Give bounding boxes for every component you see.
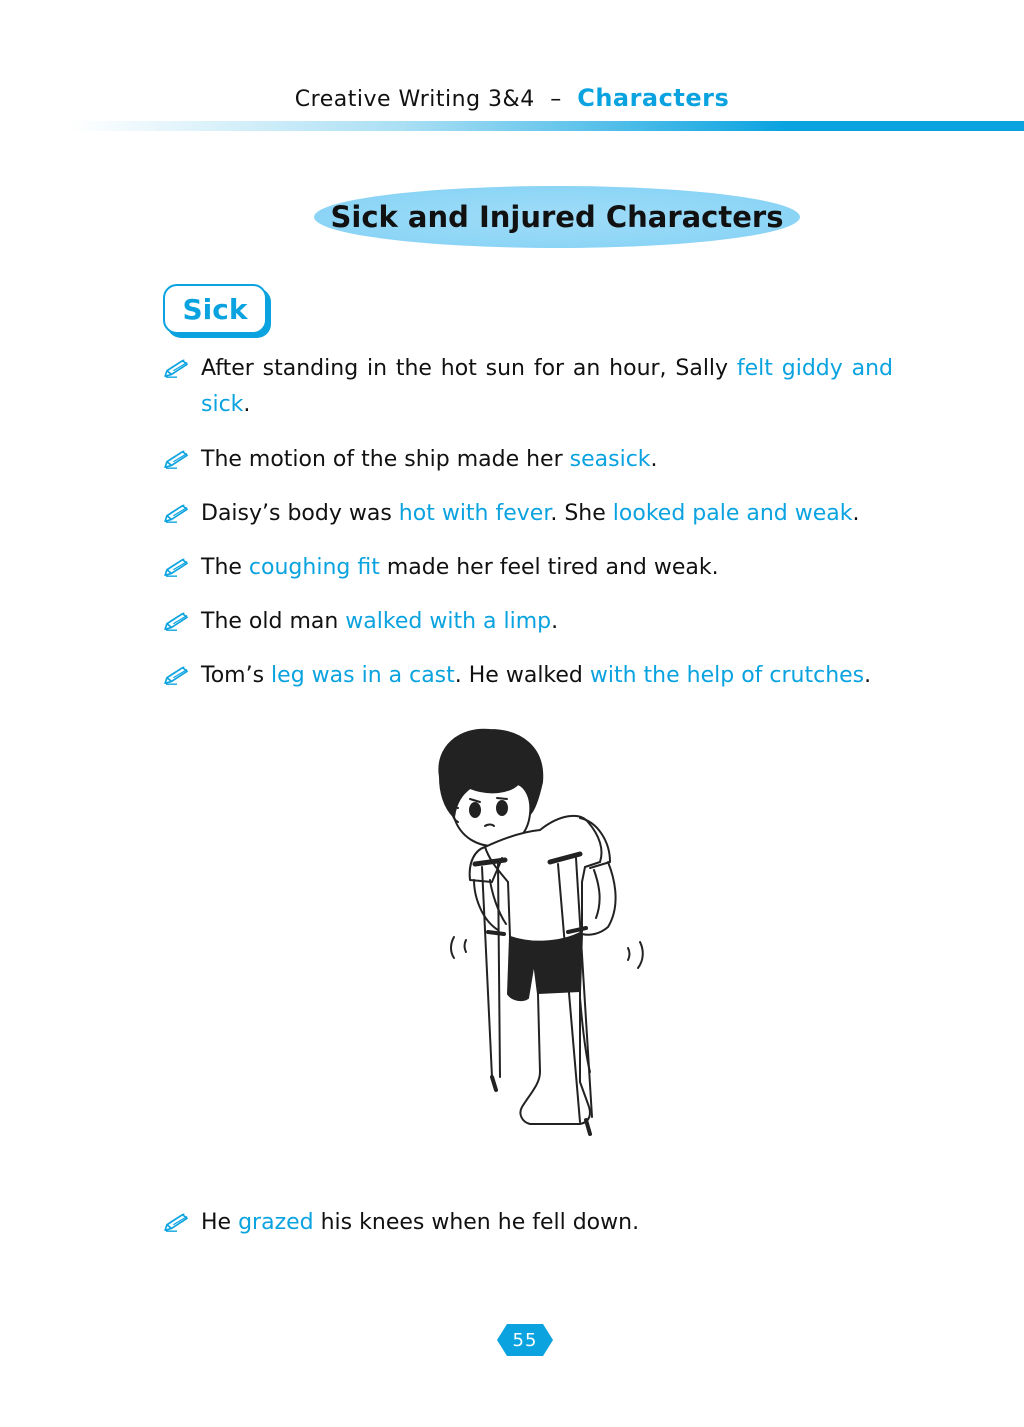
sentence-segment: . bbox=[650, 447, 658, 472]
header-section: Characters bbox=[577, 84, 730, 112]
pencil-icon bbox=[163, 556, 191, 578]
sentence-segment: . bbox=[852, 501, 860, 526]
sentence-text bbox=[201, 555, 719, 580]
running-header bbox=[0, 84, 1024, 112]
sentence-segment: made her feel tired and weak. bbox=[379, 555, 719, 580]
list-item bbox=[163, 1205, 893, 1241]
list-item bbox=[163, 442, 893, 478]
highlighted-phrase: coughing fit bbox=[248, 555, 380, 580]
sentence-segment: his knees when he fell down. bbox=[313, 1210, 640, 1235]
sentence-segment: He bbox=[201, 1210, 239, 1235]
sentence-text bbox=[201, 663, 871, 688]
highlighted-phrase: walked with a limp bbox=[345, 609, 552, 634]
section-label: Sick bbox=[182, 292, 248, 326]
sentence-text bbox=[201, 447, 658, 472]
pencil-icon bbox=[163, 610, 191, 632]
list-item bbox=[163, 550, 893, 586]
page-number-badge bbox=[497, 1324, 553, 1356]
book-title: Creative Writing 3&4 bbox=[294, 87, 535, 112]
sentence-segment: The motion of the ship made her bbox=[201, 447, 570, 472]
highlighted-phrase: with the help of crutches bbox=[589, 663, 865, 688]
header-rule bbox=[70, 121, 1024, 131]
sentence-segment: After standing in the hot sun for an hour, Sally bbox=[201, 356, 737, 381]
highlighted-phrase: felt giddy and sick bbox=[201, 356, 893, 417]
highlighted-phrase: hot with fever bbox=[398, 501, 551, 526]
page-number: 55 bbox=[512, 1329, 538, 1351]
list-item bbox=[163, 658, 893, 694]
sentence-segment: Daisy’s body was bbox=[201, 501, 399, 526]
section-tag-sick bbox=[163, 284, 267, 334]
sentence-segment: The bbox=[201, 555, 249, 580]
pencil-icon bbox=[163, 357, 191, 379]
highlighted-phrase: seasick bbox=[569, 447, 651, 472]
page-title: Sick and Injured Characters bbox=[330, 200, 784, 234]
boy-on-crutches-illustration bbox=[430, 722, 670, 1142]
list-item bbox=[163, 604, 893, 640]
sentence-segment: . She bbox=[550, 501, 613, 526]
sentence-text bbox=[201, 609, 558, 634]
highlighted-phrase: looked pale and weak bbox=[612, 501, 853, 526]
pencil-icon bbox=[163, 664, 191, 686]
sentence-list-top bbox=[163, 351, 893, 694]
highlighted-phrase: grazed bbox=[238, 1210, 314, 1235]
sentence-segment: The old man bbox=[201, 609, 346, 634]
list-item bbox=[163, 351, 893, 423]
sentence-text bbox=[201, 1210, 639, 1235]
header-separator: – bbox=[550, 87, 562, 112]
sentence-segment: . bbox=[243, 392, 251, 417]
sentence-segment: . bbox=[551, 609, 559, 634]
page-title-banner bbox=[314, 186, 800, 248]
sentence-segment: Tom’s bbox=[201, 663, 272, 688]
pencil-icon bbox=[163, 1211, 191, 1233]
pencil-icon bbox=[163, 502, 191, 524]
pencil-icon bbox=[163, 448, 191, 470]
sentence-segment: . He walked bbox=[454, 663, 590, 688]
sentence-text bbox=[201, 356, 893, 417]
sentence-segment: . bbox=[864, 663, 872, 688]
sentence-list-bottom bbox=[163, 1205, 893, 1241]
sentence-text bbox=[201, 501, 860, 526]
list-item bbox=[163, 496, 893, 532]
highlighted-phrase: leg was in a cast bbox=[271, 663, 455, 688]
